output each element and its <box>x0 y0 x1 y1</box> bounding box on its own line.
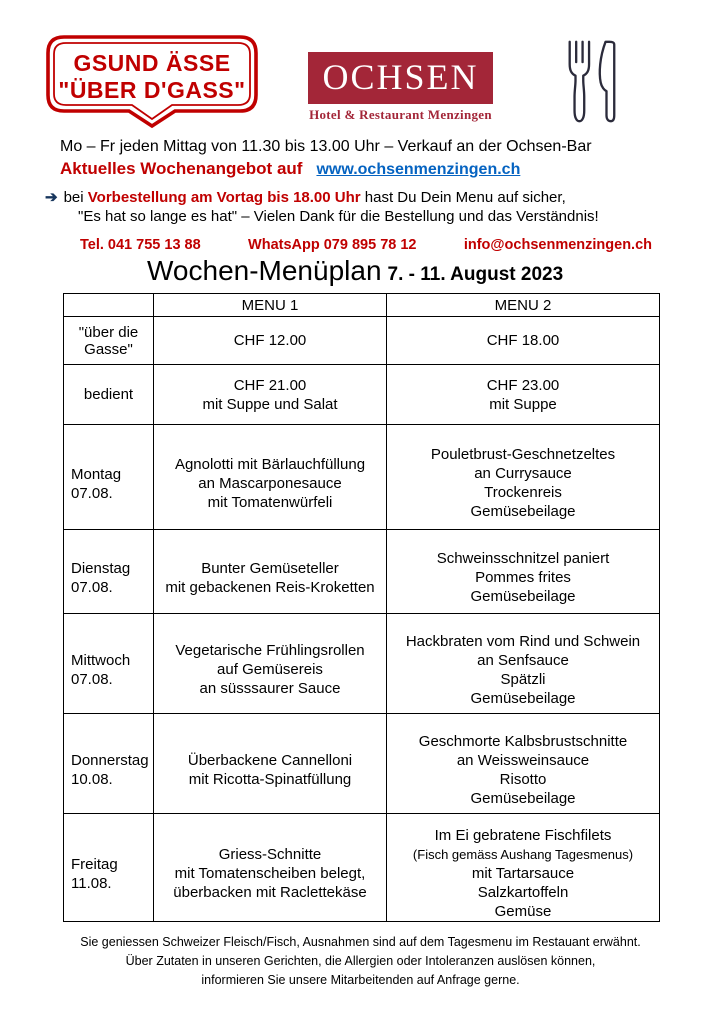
dish-line: Gemüsebeilage <box>470 789 576 807</box>
preorder-highlight: Vorbestellung am Vortag bis 18.00 Uhr <box>87 189 361 206</box>
menu1-dish <box>154 425 387 530</box>
day-name: Mittwoch <box>71 652 131 669</box>
dish-line: Hackbraten vom Rind und Schwein <box>405 632 641 650</box>
opening-hours-line: Mo – Fr jeden Mittag von 11.30 bis 13.00 Uhr – Verkauf an der Ochsen-Bar <box>60 138 592 155</box>
header <box>40 34 681 129</box>
dish-line: mit Tomatenwürfeli <box>207 493 333 511</box>
table-row <box>64 814 660 922</box>
menu2-header: MENU 2 <box>387 294 660 317</box>
corner-cell <box>64 294 154 317</box>
menu1-dish <box>154 530 387 614</box>
page-title-main: Wochen-Menüplan <box>147 255 382 286</box>
menu1-price <box>154 365 387 425</box>
day-date: 10.08. <box>71 771 113 788</box>
dish-line: überbacken mit Raclettekäse <box>173 884 367 901</box>
dish-line: an Senfsauce <box>477 651 569 669</box>
dish-line: Trockenreis <box>484 484 562 501</box>
ochsen-logo-subtitle: Hotel & Restaurant Menzingen <box>309 107 492 122</box>
menu2-dish <box>387 814 660 922</box>
footer-line3: informieren Sie unsere Mitarbeitenden auf Anfrage gerne. <box>201 973 520 987</box>
whatsapp-number: WhatsApp 079 895 78 12 <box>248 237 417 253</box>
email-link[interactable]: info@ochsenmenzingen.ch <box>463 237 652 253</box>
day-date: 11.08. <box>71 875 112 892</box>
page-title-date: 7. - 11. August 2023 <box>387 264 564 285</box>
website-link[interactable]: www.ochsenmenzingen.ch <box>316 161 521 178</box>
day-date: 07.08. <box>71 579 113 596</box>
menu2-price <box>387 365 660 425</box>
menu2-price: CHF 18.00 <box>387 317 660 365</box>
dish-line: Spätzli <box>500 670 546 688</box>
badge-text <box>45 50 259 104</box>
day-label <box>64 530 154 614</box>
fork-knife-icon <box>555 36 627 128</box>
dish-line: Pouletbrust-Geschnetzeltes <box>430 446 616 463</box>
contact-line <box>80 237 652 253</box>
thanks-line: "Es hat so lange es hat" – Vielen Dank für die Bestellung und das Verständnis! <box>78 208 599 225</box>
menu2-dish <box>387 530 660 614</box>
day-label <box>64 814 154 922</box>
dish-line: Geschmorte Kalbsbrustschnitte <box>418 732 628 750</box>
dish-line: mit Tomatenscheiben belegt, <box>174 865 366 882</box>
dish-line: mit Tartarsauce <box>471 865 575 882</box>
price-line: CHF 21.00 <box>233 376 307 394</box>
table-row-gasse <box>64 317 660 365</box>
menu1-price: CHF 12.00 <box>154 317 387 365</box>
weekly-offer-label: Aktuelles Wochenangebot auf <box>60 159 303 178</box>
day-date: 07.08. <box>71 671 113 688</box>
dish-line: Bunter Gemüseteller <box>201 559 339 577</box>
dish-line: Griess-Schnitte <box>218 846 322 863</box>
day-label <box>64 425 154 530</box>
footer-line2: Über Zutaten in unseren Gerichten, die Allergien oder Intoleranzen auslösen können, <box>125 954 596 968</box>
dish-line: mit Ricotta-Spinatfüllung <box>188 770 352 788</box>
day-label <box>64 714 154 814</box>
badge-line2: "ÜBER D'GASS" <box>58 77 246 103</box>
menu1-header: MENU 1 <box>154 294 387 317</box>
page-title <box>147 255 563 287</box>
dish-line: Vegetarische Frühlingsrollen <box>175 642 365 659</box>
dish-line: (Fisch gemäss Aushang Tagesmenus) <box>412 847 634 862</box>
preorder-line <box>45 188 691 206</box>
dish-line: an Mascarponesauce <box>198 474 342 492</box>
dish-line: Schweinsschnitzel paniert <box>436 550 610 567</box>
dish-line: Risotto <box>499 770 547 788</box>
menu2-dish <box>387 714 660 814</box>
table-row-bedient <box>64 365 660 425</box>
menu2-dish <box>387 614 660 714</box>
menu1-dish <box>154 614 387 714</box>
gsund-aesse-badge <box>45 34 259 130</box>
price-line: mit Suppe und Salat <box>202 395 338 413</box>
row-label: bedient <box>64 365 154 425</box>
weekly-offer-line <box>60 159 691 179</box>
dish-line: mit gebackenen Reis-Kroketten <box>165 578 375 596</box>
day-name: Freitag <box>71 856 118 873</box>
dish-line: Überbackene Cannelloni <box>187 751 353 769</box>
table-row <box>64 425 660 530</box>
table-row <box>64 614 660 714</box>
dish-line: Gemüse <box>494 903 552 920</box>
dish-line: Agnolotti mit Bärlauchfüllung <box>174 455 366 473</box>
badge-line1: GSUND ÄSSE <box>73 50 231 76</box>
table-header-row <box>64 294 660 317</box>
table-row <box>64 714 660 814</box>
menu-table-body <box>64 294 660 922</box>
dish-line: Pommes frites <box>475 569 571 586</box>
dish-line: auf Gemüsereis <box>217 661 323 678</box>
footer-line1: Sie geniessen Schweizer Fleisch/Fisch, Ausnahmen sind auf dem Tagesmenu im Restauant erwähnt. <box>80 935 641 949</box>
day-name: Donnerstag <box>71 752 149 769</box>
ochsen-logo-name: OCHSEN <box>322 57 479 97</box>
day-label <box>64 614 154 714</box>
dish-line: Gemüsebeilage <box>470 588 576 605</box>
menu-table <box>63 293 660 922</box>
preorder-pre: bei <box>63 189 88 206</box>
menu1-dish <box>154 714 387 814</box>
menu1-dish <box>154 814 387 922</box>
arrow-icon: ➔ <box>45 189 58 206</box>
intro-block <box>45 138 691 253</box>
dish-line: Gemüsebeilage <box>470 689 576 707</box>
phone-number: Tel. 041 755 13 88 <box>80 237 201 253</box>
preorder-post: hast Du Dein Menu auf sicher, <box>360 189 566 206</box>
ochsen-logo <box>298 52 503 123</box>
dish-line: an Currysauce <box>474 465 572 482</box>
table-row <box>64 530 660 614</box>
ochsen-logo-box <box>308 52 492 104</box>
dish-line: an Weissweinsauce <box>456 751 590 769</box>
day-name: Montag <box>71 465 122 483</box>
dish-line: Im Ei gebratene Fischfilets <box>434 827 612 844</box>
day-date: 07.08. <box>71 484 113 502</box>
price-line: mit Suppe <box>489 395 557 413</box>
footer-note <box>0 933 721 990</box>
day-name: Dienstag <box>71 560 131 577</box>
price-line: CHF 23.00 <box>486 376 560 394</box>
dish-line: an süsssaurer Sauce <box>199 680 341 697</box>
dish-line: Gemüsebeilage <box>470 503 576 520</box>
menu2-dish <box>387 425 660 530</box>
row-label: "über die Gasse" <box>64 317 154 365</box>
dish-line: Salzkartoffeln <box>477 884 569 901</box>
